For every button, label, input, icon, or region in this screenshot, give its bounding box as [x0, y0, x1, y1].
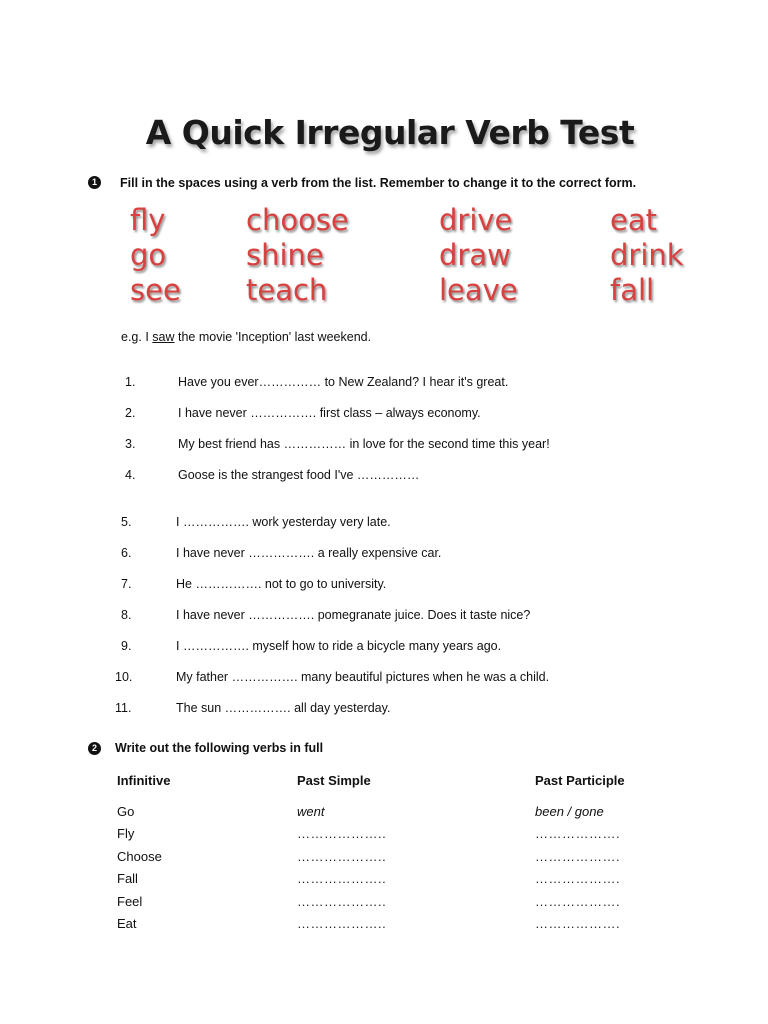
question-text: I ……………. myself how to ride a bicycle many years ago. [176, 639, 502, 653]
question-number: 11. [115, 701, 132, 715]
example-answer: saw [152, 330, 175, 344]
cell-infinitive: Choose [117, 849, 162, 864]
section-1-instruction: Fill in the spaces using a verb from the list. Remember to change it to the correct form. [120, 176, 637, 190]
cell-past-simple: ……………….. [297, 871, 387, 886]
word-item: go [130, 238, 167, 272]
question-number: 5. [121, 515, 132, 529]
word-item: shine [246, 238, 324, 272]
question-text: He ……………. not to go to university. [176, 577, 387, 591]
cell-past-participle: ………………. [535, 849, 621, 864]
word-item: see [130, 273, 181, 307]
cell-past-participle: ………………. [535, 871, 621, 886]
section-1-number: 1 [88, 176, 101, 189]
question-text: My best friend has …………… in love for the second time this year! [178, 437, 550, 451]
cell-past-participle: ………………. [535, 894, 621, 909]
cell-infinitive: Feel [117, 894, 143, 909]
cell-past-simple: ……………….. [297, 826, 387, 841]
word-item: eat [610, 203, 657, 237]
question-number: 1. [125, 375, 136, 389]
cell-past-participle: ………………. [535, 916, 621, 931]
question-text: I ……………. work yesterday very late. [176, 515, 391, 529]
column-header-infinitive: Infinitive [117, 773, 171, 788]
question-number: 7. [121, 577, 132, 591]
question-text: I have never ……………. pomegranate juice. Does it taste nice? [176, 608, 531, 622]
question-text: Have you ever…………… to New Zealand? I hear it's great. [178, 375, 509, 389]
question-text: I have never ……………. a really expensive car. [176, 546, 442, 560]
example-suffix: the movie 'Inception' last weekend. [174, 330, 372, 344]
cell-past-simple: ……………….. [297, 894, 387, 909]
question-text: I have never ……………. first class – always economy. [178, 406, 481, 420]
question-number: 10. [115, 670, 133, 684]
question-number: 8. [121, 608, 132, 622]
cell-infinitive: Fly [117, 826, 135, 841]
question-text: Goose is the strangest food I've …………… [178, 468, 420, 482]
example-prefix: e.g. I [121, 330, 153, 344]
word-item: drive [439, 203, 513, 237]
question-number: 6. [121, 546, 132, 560]
question-number: 9. [121, 639, 132, 653]
word-item: leave [439, 273, 518, 307]
cell-infinitive: Fall [117, 871, 138, 886]
cell-infinitive: Eat [117, 916, 137, 931]
cell-infinitive: Go [117, 804, 135, 819]
word-item: fall [610, 273, 655, 307]
cell-past-simple: went [297, 804, 325, 819]
example-sentence [121, 330, 371, 344]
column-header-past-simple: Past Simple [297, 773, 371, 788]
question-text: The sun ……………. all day yesterday. [176, 701, 391, 715]
question-number: 3. [125, 437, 136, 451]
question-number: 4. [125, 468, 136, 482]
word-item: teach [246, 273, 328, 307]
section-2-instruction: Write out the following verbs in full [115, 741, 324, 755]
cell-past-simple: ……………….. [297, 916, 387, 931]
word-item: drink [610, 238, 684, 272]
cell-past-participle: been / gone [535, 804, 604, 819]
question-number: 2. [125, 406, 136, 420]
word-item: choose [246, 203, 349, 237]
page-title: A Quick Irregular Verb Test [145, 113, 635, 152]
question-text: My father ……………. many beautiful pictures when he was a child. [176, 670, 550, 684]
column-header-past-participle: Past Participle [535, 773, 625, 788]
section-2-number: 2 [88, 742, 101, 755]
word-item: draw [439, 238, 511, 272]
cell-past-simple: ……………….. [297, 849, 387, 864]
word-item: fly [130, 203, 166, 237]
cell-past-participle: ………………. [535, 826, 621, 841]
